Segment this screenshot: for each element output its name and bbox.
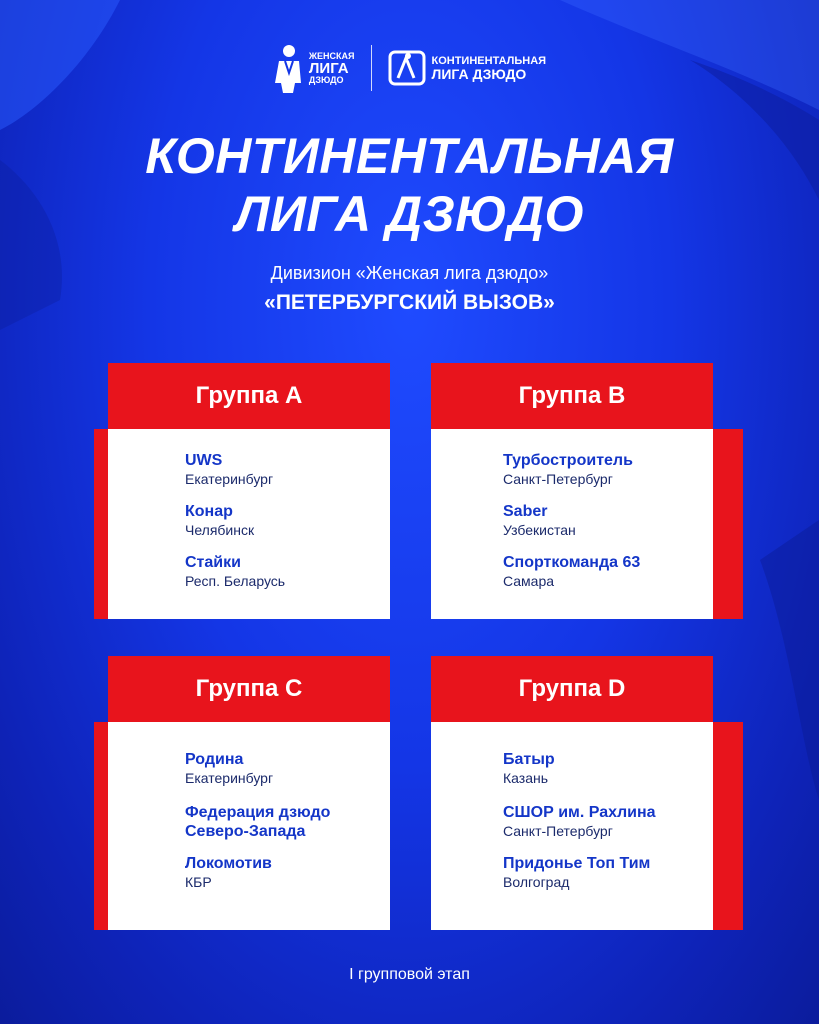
page-title — [0, 128, 819, 242]
team-name: СШОР им. Рахлина — [503, 804, 656, 821]
team-entry — [503, 502, 576, 540]
team-entry — [185, 854, 272, 892]
team-city: Респ. Беларусь — [185, 573, 286, 589]
logo-bar — [0, 40, 819, 96]
group-d-card — [431, 656, 727, 930]
team-name: Saber — [503, 503, 548, 520]
team-entry — [185, 803, 330, 841]
team-entry — [185, 451, 273, 489]
group-c-card — [94, 656, 390, 930]
team-name: Батыр — [503, 751, 555, 768]
team-city: КБР — [185, 874, 212, 890]
team-city: Екатеринбург — [185, 770, 274, 786]
team-name: Локомотив — [185, 855, 272, 872]
page-title-line2: ЛИГА ДЗЮДО — [235, 186, 584, 242]
womens-league-line3: ДЗЮДО — [308, 74, 344, 85]
group-b-teams — [431, 429, 713, 619]
team-entry — [503, 803, 656, 841]
division-subtitle: Дивизион «Женская лига дзюдо» — [270, 263, 549, 283]
stage-footer: I групповой этап — [349, 966, 470, 983]
team-entry — [503, 553, 640, 591]
team-name: Спорткоманда 63 — [503, 554, 641, 571]
team-name: Стайки — [185, 554, 241, 571]
judo-emblem-icon — [388, 48, 426, 88]
team-entry — [503, 750, 555, 788]
team-entry — [185, 553, 285, 591]
group-a-header: Группа A — [108, 363, 390, 429]
team-entry — [503, 854, 650, 892]
team-entry — [185, 750, 273, 788]
team-name: Турбостроитель — [503, 452, 633, 469]
continental-league-line1: КОНТИНЕНТАЛЬНАЯ — [431, 54, 547, 67]
team-city: Казань — [503, 770, 549, 786]
team-city: Самара — [503, 573, 555, 589]
womens-league-line1: ЖЕНСКАЯ — [308, 50, 355, 61]
team-city: Екатеринбург — [185, 471, 274, 487]
group-c-header: Группа C — [108, 656, 390, 722]
womens-league-logo — [273, 43, 355, 93]
page-title-line1: КОНТИНЕНТАЛЬНАЯ — [145, 128, 674, 184]
group-b-header: Группа B — [431, 363, 713, 429]
group-d-teams — [431, 722, 713, 930]
team-entry — [185, 502, 254, 540]
team-name: Федерация дзюдо — [185, 804, 331, 821]
judoka-icon — [273, 43, 303, 93]
team-name: Родина — [185, 751, 244, 768]
group-b-card — [431, 363, 727, 619]
team-name: Придонье Топ Тим — [503, 855, 651, 872]
team-entry — [503, 451, 633, 489]
team-name-line2: Северо-Запада — [185, 823, 306, 840]
team-city: Волгоград — [503, 874, 570, 890]
logo-divider — [371, 45, 372, 91]
event-title: «ПЕТЕРБУРГСКИЙ ВЫЗОВ» — [264, 291, 555, 314]
group-a-teams — [108, 429, 390, 619]
continental-league-logo — [388, 48, 547, 88]
womens-league-line2: ЛИГА — [308, 59, 349, 77]
group-c-teams — [108, 722, 390, 930]
continental-league-line2: ЛИГА ДЗЮДО — [431, 65, 527, 82]
team-city: Узбекистан — [503, 522, 576, 538]
team-city: Челябинск — [185, 522, 255, 538]
team-name: UWS — [185, 452, 223, 469]
team-city: Санкт-Петербург — [503, 471, 613, 487]
group-a-card — [94, 363, 390, 619]
team-city: Санкт-Петербург — [503, 823, 613, 839]
team-name: Конар — [185, 503, 233, 520]
group-d-header: Группа D — [431, 656, 713, 722]
